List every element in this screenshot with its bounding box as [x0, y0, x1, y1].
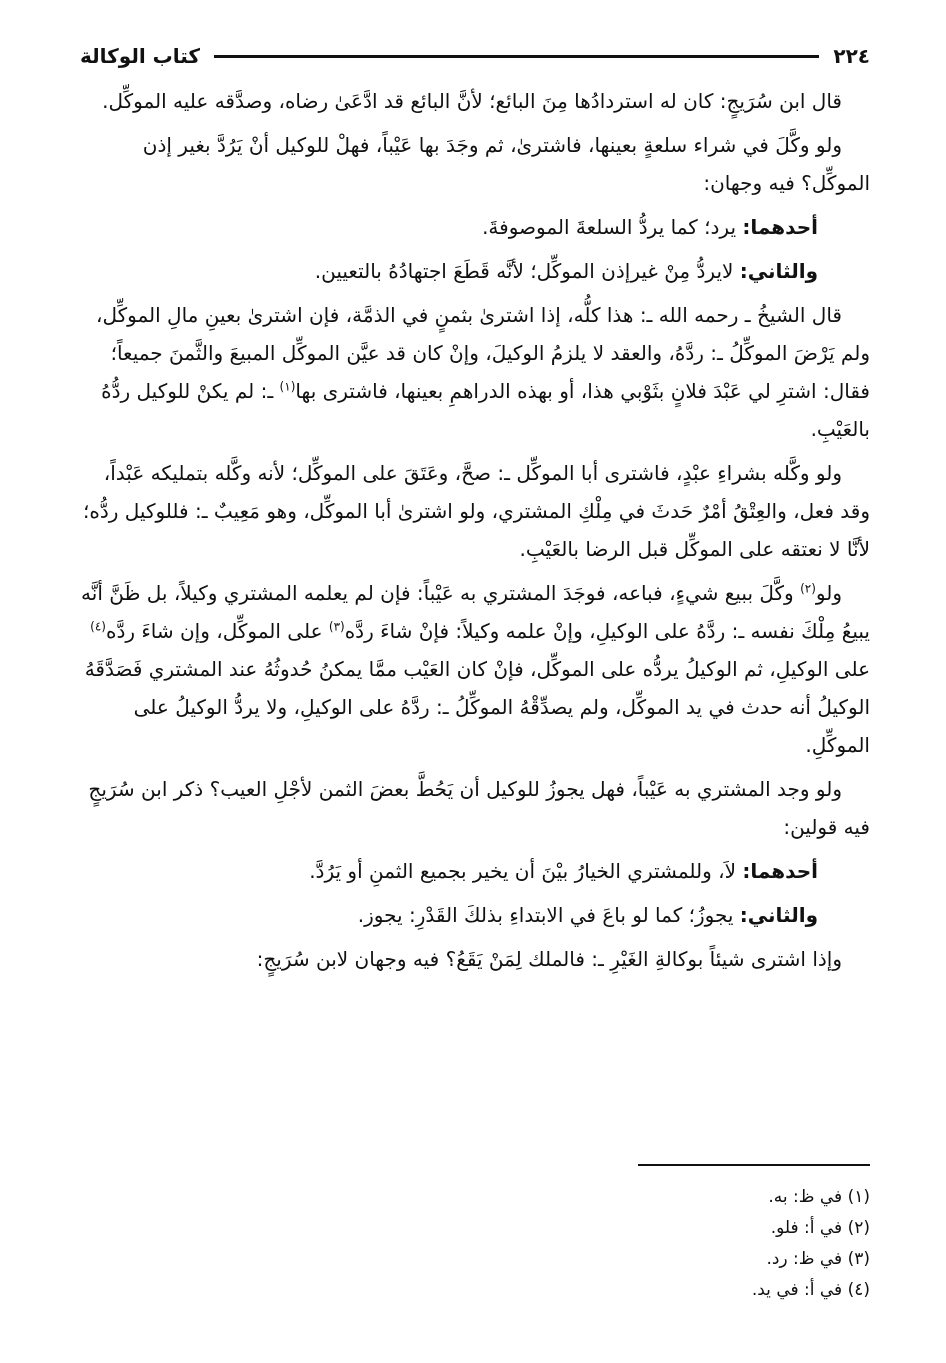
- paragraph-lead: والثاني:: [739, 903, 818, 927]
- paragraph-lead: والثاني:: [739, 259, 818, 283]
- paragraph: [80, 126, 870, 202]
- paragraph-lead: أحدهما:: [742, 859, 818, 883]
- paragraph-option: [80, 852, 870, 890]
- paragraph: [80, 296, 870, 448]
- footnote-marker: (١): [279, 379, 296, 394]
- paragraph-text: قال ابن سُرَيجٍ: كان له استردادُها مِنَ البائع؛ لأنَّ البائع قد ادَّعَىٰ رضاه، وصدَّقه عليه الموكِّل.: [102, 89, 842, 113]
- paragraph-text: ولو وجد المشتري به عَيْباً، فهل يجوزُ للوكيل أن يَحُطَّ بعضَ الثمن لأجْلِ العيب؟ ذكر ابن سُرَيجٍ فيه قولين:: [88, 777, 870, 839]
- document-page: [80, 36, 870, 1300]
- paragraph-text: قال الشيخُ ـ رحمه الله ـ: هذا كلُّه، إذا اشترىٰ بثمنٍ في الذمَّة، فإن اشترىٰ بعينِ مالِ الموكِّل، ولم يَرْضَ الموكِّلُ ـ: ردَّهُ، والعقد لا يلزمُ الوكيلَ، وإنْ كان قد عيَّن الموكِّل المبيعَ والثَّمنَ جميعاً؛ فقال: اشترِ لي عَبْدَ فلانٍ بثَوْبي هذا، أو بهذه الدراهمِ بعينها، فاشترى بها: [96, 303, 870, 403]
- footnote: (٢) في أ: فلو.: [770, 1218, 870, 1238]
- book-title: كتاب الوكالة: [80, 44, 201, 68]
- paragraph: [80, 454, 870, 568]
- paragraph-text: ولو وكَّلَ في شراء سلعةٍ بعينها، فاشترىٰ، ثم وجَدَ بها عَيْباً، فهلْ للوكيل أنْ يَرُدَّ بغير إذن الموكِّل؟ فيه وجهان:: [142, 133, 870, 195]
- paragraph-text: على الموكِّل، وإن شاءَ ردَّه: [105, 619, 329, 643]
- paragraph-text: ولو وكَّله بشراءِ عبْدٍ، فاشترى أبا الموكِّل ـ: صحَّ، وعَتَقَ على الموكِّل؛ لأنه وكَّله بتمليكه عَبْداً، وقد فعل، والعِتْقُ أمْرٌ حَدثَ في مِلْكِ المشتري، ولو اشترىٰ أبا الموكِّل، وهو مَعِيبٌ ـ: فللوكيل ردُّه؛ لأنَّا لا نعتقه على الموكِّل قبل الرضا بالعَيْبِ.: [83, 461, 870, 561]
- running-header: [80, 36, 870, 76]
- paragraph-text: يجوزُ؛ كما لو باعَ في الابتداءِ بذلكَ القَدْرِ: يجوز.: [357, 903, 740, 927]
- footnote: (١) في ظ: به.: [768, 1187, 870, 1207]
- footnote-marker: (٣): [328, 619, 345, 634]
- footnotes: [80, 1182, 870, 1306]
- footnote-marker: (٤): [90, 619, 106, 634]
- footnote-divider: [638, 1164, 870, 1166]
- footnote: (٤) في أ: في يد.: [751, 1280, 870, 1300]
- paragraph-text: لايردُّ مِنْ غيرإذن الموكِّل؛ لأنَّه قَطَعَ اجتهادُهُ بالتعيين.: [314, 259, 740, 283]
- paragraph: [80, 940, 870, 978]
- paragraph-option: [80, 896, 870, 934]
- paragraph: [80, 770, 870, 846]
- header-rule: [214, 55, 819, 58]
- paragraph-text: وإذا اشترى شيئاً بوكالةِ الغَيْرِ ـ: فالملك لِمَنْ يَقَعُ؟ فيه وجهان لابن سُرَيجٍ:: [256, 947, 842, 971]
- paragraph: [80, 82, 870, 120]
- paragraph-text: على الوكيلِ، ثم الوكيلُ يردُّه على الموكِّل، فإنْ كان العَيْب ممَّا يمكنُ حُدوثُهُ عند المشتري فَصَدَّقَهُ الوكيلُ أنه حدث في يد الموكِّل، ولم يصدِّقْهُ الموكِّلُ ـ: ردَّهُ على الوكيلِ، ولا يردُّ الوكيلُ على الموكِّلِ.: [84, 657, 870, 757]
- paragraph-text: يرد؛ كما يردُّ السلعةَ الموصوفةَ.: [482, 215, 743, 239]
- footnote: (٣) في ظ: رد.: [766, 1249, 870, 1269]
- paragraph-option: [80, 208, 870, 246]
- paragraph-text: ولو: [815, 581, 842, 605]
- paragraph-text: ـ: لم يكنْ للوكيل ردُّهُ بالعَيْبِ.: [101, 379, 870, 441]
- footnote-marker: (٢): [800, 581, 816, 596]
- paragraph-text: لاَ، وللمشتري الخيارُ بيْنَ أن يخير بجميع الثمنِ أو يَرُدَّ.: [309, 859, 743, 883]
- paragraph-option: [80, 252, 870, 290]
- page-number: ٢٢٤: [833, 44, 870, 68]
- body-text: [80, 82, 870, 978]
- paragraph: [80, 574, 870, 764]
- paragraph-lead: أحدهما:: [742, 215, 818, 239]
- paragraph-text: وكَّلَ ببيع شيءٍ، فباعه، فوجَدَ المشتري به عَيْباً: فإن لم يعلمه المشتري وكيلاً، بل ظَنَّ أنَّه يبيعُ مِلْكَ نفسه ـ: ردَّهُ على الوكيلِ، وإنْ علمه وكيلاً: فإنْ شاءَ ردَّه: [81, 581, 870, 643]
